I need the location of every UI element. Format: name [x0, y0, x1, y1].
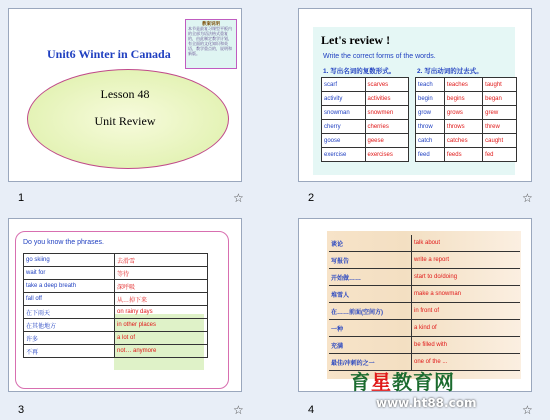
slide-1-note-box	[185, 19, 237, 69]
slide-1-thumbnail[interactable]	[8, 8, 242, 182]
table-row: wait for 等待	[24, 267, 208, 280]
slide-1-lesson: Lesson 48	[100, 87, 150, 101]
table-row: teach teaches taught	[416, 78, 517, 92]
table-row: 开始做…… start to do/doing	[329, 269, 520, 286]
table-row: exercise exercises	[322, 148, 409, 162]
watermark-logo: 育星教育网	[350, 370, 455, 394]
slide-1-number: 1	[18, 192, 25, 204]
past-tense-table	[415, 77, 517, 162]
slide-3-number: 3	[18, 404, 25, 416]
slide-1-note-text: 本节是最复习课型平板内的全部为语法格式重复的，由此制定教学计划，有全面的文化知识和英语，教学重点的，说明和新版。	[188, 26, 232, 56]
slide-2-subheading-1: 1. 写出名词的复数形式。	[323, 68, 396, 75]
plural-table	[321, 77, 409, 162]
table-row: 最佳/冲刺的之一 one of the ...	[329, 354, 520, 371]
table-row: scarf scarves	[322, 78, 409, 92]
slide-2-number: 2	[308, 192, 315, 204]
slide-3-star-icon[interactable]: ☆	[233, 403, 244, 417]
table-row: 不再 not… anymore	[24, 345, 208, 358]
table-row: take a deep breath 深呼吸	[24, 280, 208, 293]
table-row: 充满 be filled with	[329, 337, 520, 354]
table-row: 堆雪人 make a snowman	[329, 286, 520, 303]
phrases-table	[23, 253, 208, 358]
table-row: snowman snowmen	[322, 106, 409, 120]
table-row: 写报告 write a report	[329, 252, 520, 269]
slide-1-star-icon[interactable]: ☆	[233, 191, 244, 205]
table-row: activity activities	[322, 92, 409, 106]
slide-4-number: 4	[308, 404, 315, 416]
slide-3-question: Do you know the phrases.	[23, 239, 104, 246]
table-row: 在下雨天 on rainy days	[24, 306, 208, 319]
table-row: 许多 a lot of	[24, 332, 208, 345]
table-row: 一种 a kind of	[329, 320, 520, 337]
table-row: begin begins began	[416, 92, 517, 106]
slide-2-star-icon[interactable]: ☆	[522, 191, 533, 205]
slide-1-title: Unit6 Winter in Canada	[47, 47, 171, 61]
table-row: go skiing 去滑雪	[24, 254, 208, 267]
table-row: grow grows grew	[416, 106, 517, 120]
slide-2-subheading-2: 2. 写出动词的过去式。	[417, 68, 483, 75]
table-row: 谈论 talk about	[329, 235, 520, 252]
slide-1-subtitle: Unit Review	[94, 114, 156, 128]
slide-1-note-title: 教案说明	[202, 21, 220, 26]
table-row: throw throws threw	[416, 120, 517, 134]
slide-3-thumbnail[interactable]	[8, 218, 242, 392]
slide-4-star-icon[interactable]: ☆	[522, 403, 533, 417]
table-row: feed feeds fed	[416, 148, 517, 162]
watermark-url: www.ht88.com	[376, 396, 477, 410]
table-row: goose geese	[322, 134, 409, 148]
slide-2-title: Let's review !	[321, 33, 391, 47]
table-row: fall off 从…掉下来	[24, 293, 208, 306]
table-row: cherry cherries	[322, 120, 409, 134]
slide-2-thumbnail[interactable]	[298, 8, 532, 182]
table-row: 在……前面(空间方) in front of	[329, 303, 520, 320]
slide-2-instruction: Write the correct forms of the words.	[323, 53, 436, 60]
table-row: 在其他地方 in other places	[24, 319, 208, 332]
phrase-list-table	[329, 235, 520, 371]
table-row: catch catches caught	[416, 134, 517, 148]
